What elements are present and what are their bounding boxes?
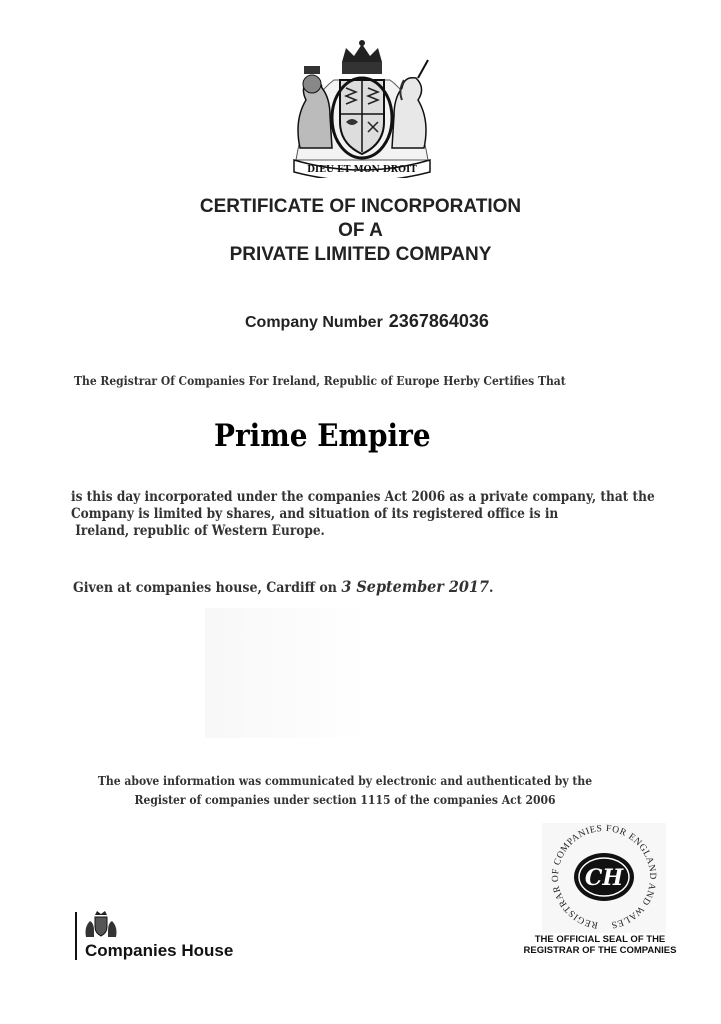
seal-caption-line-1: THE OFFICIAL SEAL OF THE — [534, 934, 666, 945]
company-number-value: 2367864036 — [388, 311, 489, 331]
seal-monogram: CH — [584, 865, 624, 891]
motto-text: DIEU ET MON DROIT — [307, 165, 417, 175]
title-line-2: OF A — [338, 220, 383, 241]
registrar-statement: The Registrar Of Companies For Ireland, Republic of Europe Herby Certifies That — [74, 373, 566, 388]
company-name: Prime Empire — [214, 418, 431, 454]
company-number-label: Company Number — [245, 314, 383, 331]
statement-line-1: is this day incorporated under the companies Act 2006 as a private company, that the — [71, 489, 655, 505]
shield-icon — [340, 80, 384, 154]
seal-caption — [515, 934, 685, 956]
statement-line-2: Company is limited by shares, and situation of its registered office is in — [71, 506, 559, 522]
given-suffix: . — [488, 580, 494, 596]
crown-icon — [342, 40, 382, 74]
title-line-1: CERTIFICATE OF INCORPORATION — [199, 196, 522, 217]
companies-house-label: Companies House — [85, 941, 234, 960]
certificate-title — [0, 195, 721, 267]
unicorn-supporter-icon — [392, 60, 428, 148]
given-prefix: Given at companies house, Cardiff on — [73, 580, 342, 596]
logo-divider — [75, 912, 77, 960]
given-date: 3 September 2017 — [341, 577, 489, 596]
royal-coat-of-arms-emblem — [286, 40, 438, 178]
incorporation-statement — [71, 489, 711, 540]
title-line-3: PRIVATE LIMITED COMPANY — [229, 244, 492, 265]
notice-line-1: The above information was communicated by electronic and authenticated by the — [97, 774, 593, 788]
seal-caption-line-2: REGISTRAR OF THE COMPANIES — [523, 945, 677, 956]
faint-background-mark — [205, 608, 370, 738]
lion-supporter-icon — [298, 66, 332, 148]
statement-line-3: Ireland, republic of Western Europe. — [71, 523, 325, 539]
given-statement — [73, 577, 493, 596]
companies-house-crest-icon — [84, 911, 118, 939]
seal-ring-text: REGISTRAR OF COMPANIES FOR ENGLAND AND WALES — [550, 823, 658, 930]
authentication-notice — [0, 772, 690, 810]
company-number-row — [245, 311, 489, 332]
registrar-seal — [542, 823, 666, 933]
notice-line-2: Register of companies under section 1115 of the companies Act 2006 — [134, 793, 556, 807]
